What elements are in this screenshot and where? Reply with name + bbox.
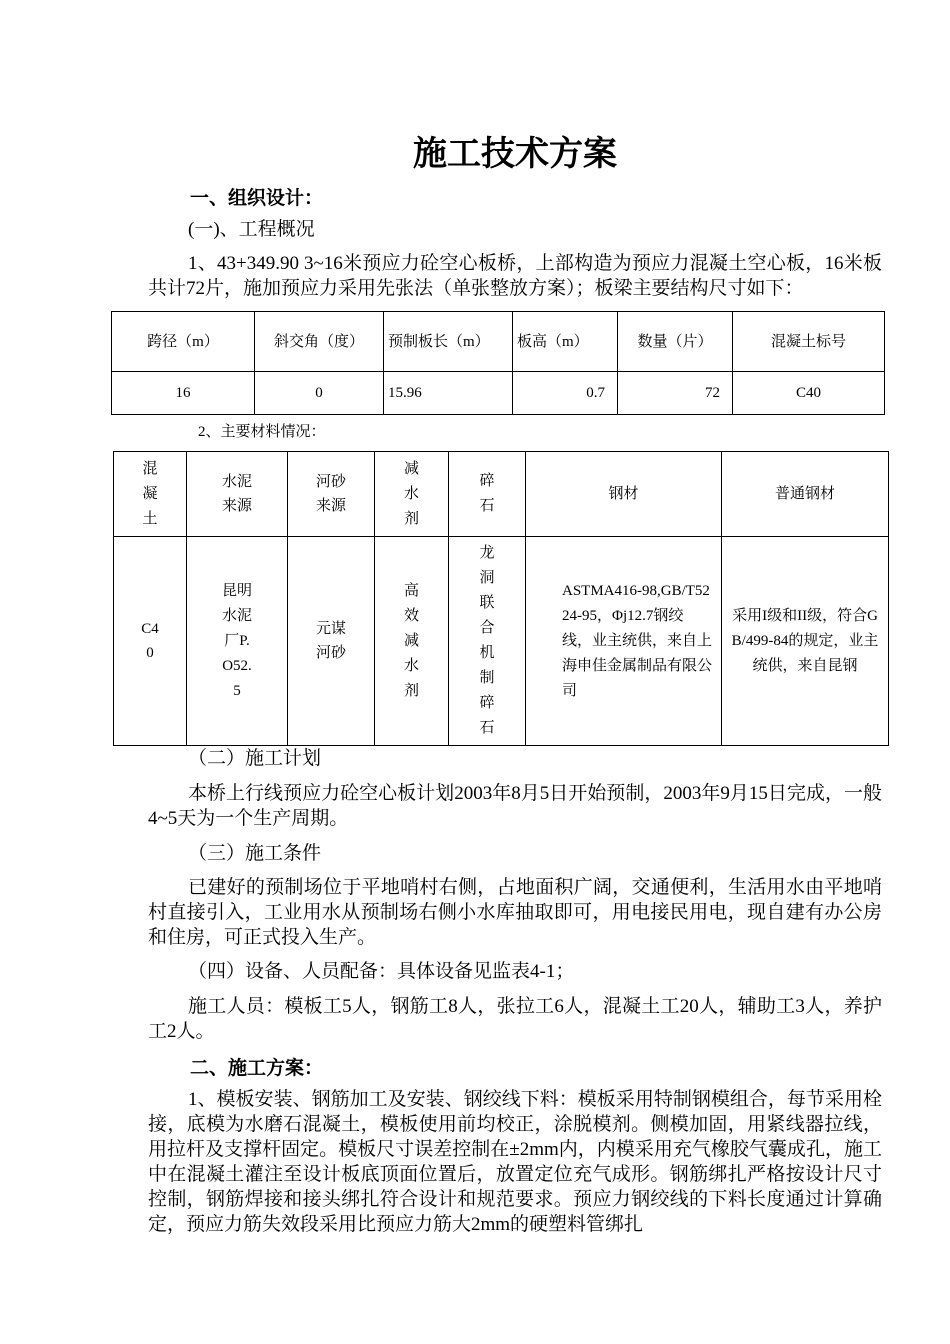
table-header: 钢材: [526, 452, 722, 537]
paragraph-construction-plan: 本桥上行线预应力砼空心板计划2003年8月5日开始预制，2003年9月15日完成，一般4~5天为一个生产周期。: [148, 783, 882, 829]
table-cell: 昆明水泥厂P.O52.5: [187, 537, 288, 746]
table-header: 数量（片）: [618, 312, 733, 372]
table-header: 混凝土: [114, 452, 187, 537]
table-cell: ASTMA416-98,GB/T5224-95，Φj12.7钢绞线，业主统供，来自上海申佳金属制品有限公司: [526, 537, 722, 746]
materials-table: [113, 451, 889, 746]
subheading-project-overview: (一)、工程概况: [188, 219, 315, 240]
section-heading-construction-scheme: 二、施工方案：: [190, 1058, 324, 1079]
table-header: 河砂来源: [288, 452, 375, 537]
paragraph-formwork: 1、模板安装、钢筋加工及安装、钢绞线下料：模板采用特制钢模组合，每节采用栓接，底模为水磨石混凝土，模板使用前均校正，涂脱模剂。侧模加固，用紧线器拉线，用拉杆及支撑杆固定。模板尺寸误差控制在±2mm内，内模采用充气橡胶气囊成孔，施工中在混凝土灌注至设计板底顶面位置后，放置定位充气成形。钢筋绑扎严格按设计尺寸控制，钢筋焊接和接头绑扎符合设计和规范要求。预应力钢绞线的下料长度通过计算确定，预应力筋失效段采用比预应力筋大2mm的硬塑料管绑扎: [148, 1089, 882, 1235]
table-header: 混凝土标号: [733, 312, 885, 372]
paragraph-staff: 施工人员：模板工5人，钢筋工8人，张拉工6人，混凝土工20人，辅助工3人，养护工2人。: [148, 996, 882, 1042]
table-cell: 16: [112, 372, 255, 415]
dimensions-table: [111, 311, 885, 415]
table-header: 预制板长（m）: [384, 312, 513, 372]
table-header: 板高（m）: [513, 312, 618, 372]
table-cell: C40: [114, 537, 187, 746]
materials-label: 2、主要材料情况：: [198, 424, 326, 440]
table-header: 减水剂: [375, 452, 449, 537]
table-header: 碎石: [449, 452, 526, 537]
table-cell: 0.7: [513, 372, 618, 415]
table-header: 水泥来源: [187, 452, 288, 537]
paragraph-project-overview: 1、43+349.90 3~16米预应力砼空心板桥，上部构造为预应力混凝土空心板，16米板共计72片，施加预应力采用先张法（单张整放方案）；板梁主要结构尺寸如下：: [148, 253, 882, 299]
table-cell: 高效减水剂: [375, 537, 449, 746]
subheading-construction-conditions: （三）施工条件: [188, 843, 322, 864]
table-cell: 采用I级和II级，符合GB/499-84的规定，业主统供，来自昆钢: [722, 537, 889, 746]
table-cell: 0: [255, 372, 384, 415]
table-cell: 龙洞联合机制碎石: [449, 537, 526, 746]
table-cell: 72: [618, 372, 733, 415]
table-header: 普通钢材: [722, 452, 889, 537]
paragraph-construction-conditions: 已建好的预制场位于平地哨村右侧，占地面积广阔，交通便利，生活用水由平地哨村直接引入，工业用水从预制场右侧小水库抽取即可，用电接民用电，现自建有办公房和住房，可正式投入生产。: [148, 877, 882, 948]
subheading-construction-plan: （二）施工计划: [188, 748, 322, 769]
table-header: 斜交角（度）: [255, 312, 384, 372]
table-header: 跨径（m）: [112, 312, 255, 372]
table-cell: C40: [733, 372, 885, 415]
subheading-equipment-staff: （四）设备、人员配备：具体设备见监表4-1；: [188, 961, 575, 982]
table-cell: 元谋河砂: [288, 537, 375, 746]
section-heading-organization: 一、组织设计：: [190, 188, 324, 209]
document-title: 施工技术方案: [413, 136, 617, 173]
table-cell: 15.96: [384, 372, 513, 415]
